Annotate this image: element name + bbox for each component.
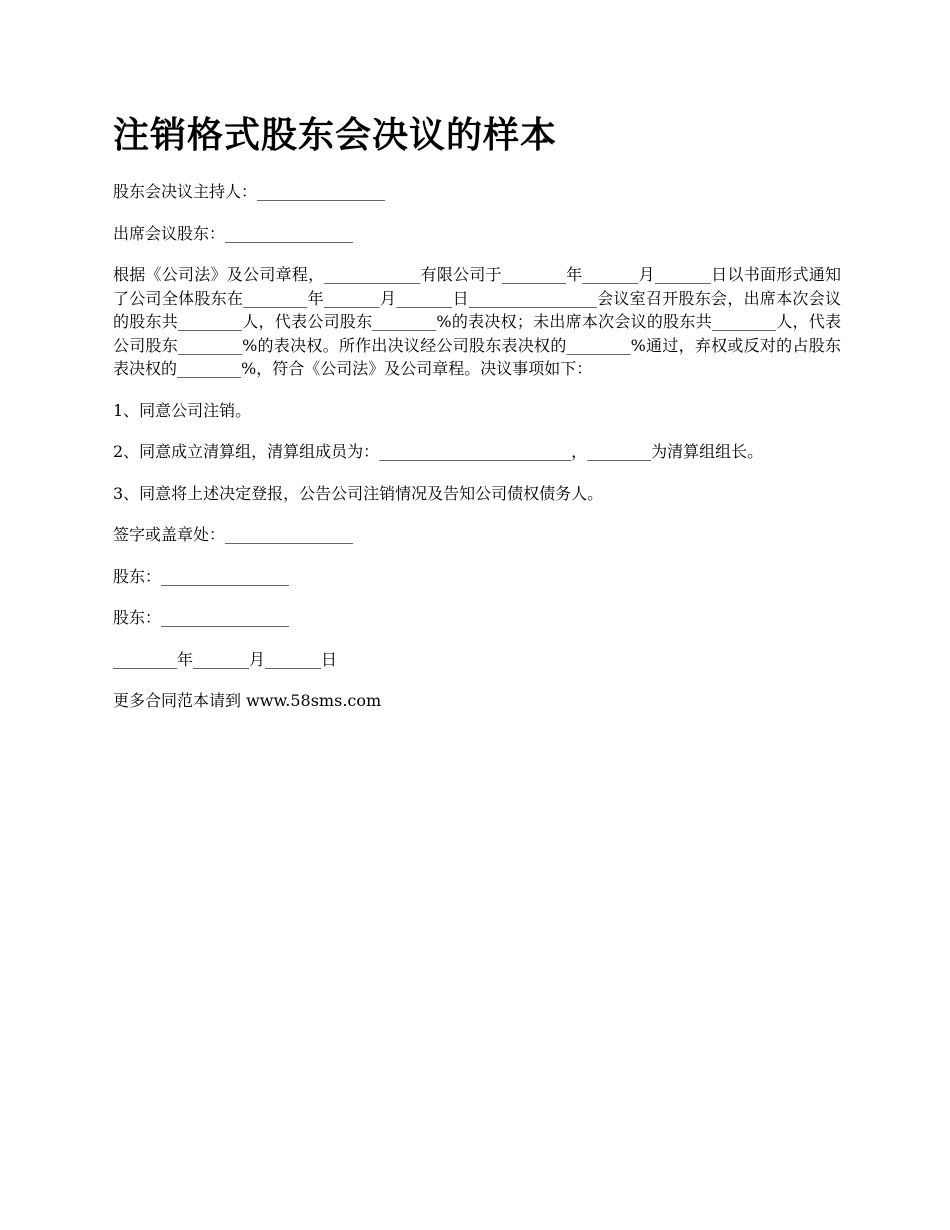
document-title: 注销格式股东会决议的样本	[113, 115, 558, 156]
document-page	[113, 110, 841, 731]
resolution-item-3: 3、同意将上述决定登报，公告公司注销情况及告知公司债权债务人。	[113, 483, 604, 503]
shareholder-line: 股东：________________	[113, 608, 290, 627]
attendees-line: 出席会议股东：________________	[113, 223, 354, 243]
shareholder-line: 股东：________________	[113, 566, 290, 586]
resolution-item-2: 2、同意成立清算组，清算组成员为：________________________，________为清算组组长。	[113, 442, 764, 461]
host-line: 股东会决议主持人：________________	[113, 182, 386, 201]
signature-line: 签字或盖章处：________________	[113, 525, 354, 544]
resolution-item-1: 1、同意公司注销。	[113, 400, 252, 420]
footer-link-text: 更多合同范本请到 www.58sms.com	[113, 691, 382, 710]
date-line: ________年_______月_______日	[113, 649, 338, 669]
body-paragraph: 根据《公司法》及公司章程，____________有限公司于________年_______月_______日以书面形式通知了公司全体股东在________年_______月_______日________________会议室召开股东会，出席本次会议的股东共________人，代表公司股东________%的表决权；未出席本次会议的股东共________人，代表公司股东________%的表决权。所作出决议经公司股东表决权的________%通过，弃权或反对的占股东表决权的________%，符合《公司法》及公司章程。决议事项如下：	[113, 265, 841, 378]
